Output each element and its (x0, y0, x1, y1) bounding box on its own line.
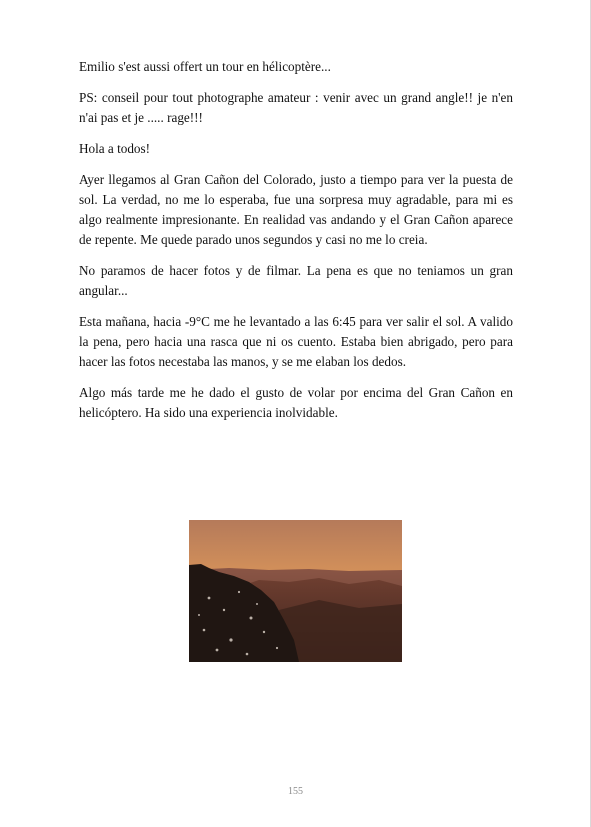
page-number: 155 (288, 786, 303, 797)
paragraph-photos: No paramos de hacer fotos y de filmar. La pena es que no teniamos un gran angular... (79, 263, 513, 298)
body-text (79, 57, 513, 434)
canyon-sunset-photo (189, 520, 402, 662)
canyon-shadow (279, 600, 402, 662)
paragraph-helicopter-es: Algo más tarde me he dado el gusto de volar por encima del Gran Cañon en helicóptero. Ha sido una experiencia inolvidable. (79, 385, 513, 420)
paragraph-greeting: Hola a todos! (79, 141, 151, 156)
paragraph-helicopter-fr: Emilio s'est aussi offert un tour en hélicoptère... (79, 59, 331, 74)
paragraph-ps-advice: PS: conseil pour tout photographe amateur : venir avec un grand angle!! je n'en n'ai pas et je ..... rage!!! (79, 90, 513, 125)
paragraph-morning: Esta mañana, hacia -9°C me he levantado a las 6:45 para ver salir el sol. A valido la pena, pero hacia una rasca que ni os cuento. Estaba bien abrigado, pero para hacer las fotos necestaba las manos, y se me elaban los dedos. (79, 314, 513, 369)
paragraph-arrival: Ayer llegamos al Gran Cañon del Colorado, justo a tiempo para ver la puesta de sol. La verdad, no me lo esperaba, fue una sorpresa muy agradable, para mi es algo realmente impresionante. En realidad vas andando y el Gran Cañon aparece de repente. Me quede parado unos segundos y casi no me lo creia. (79, 172, 513, 247)
